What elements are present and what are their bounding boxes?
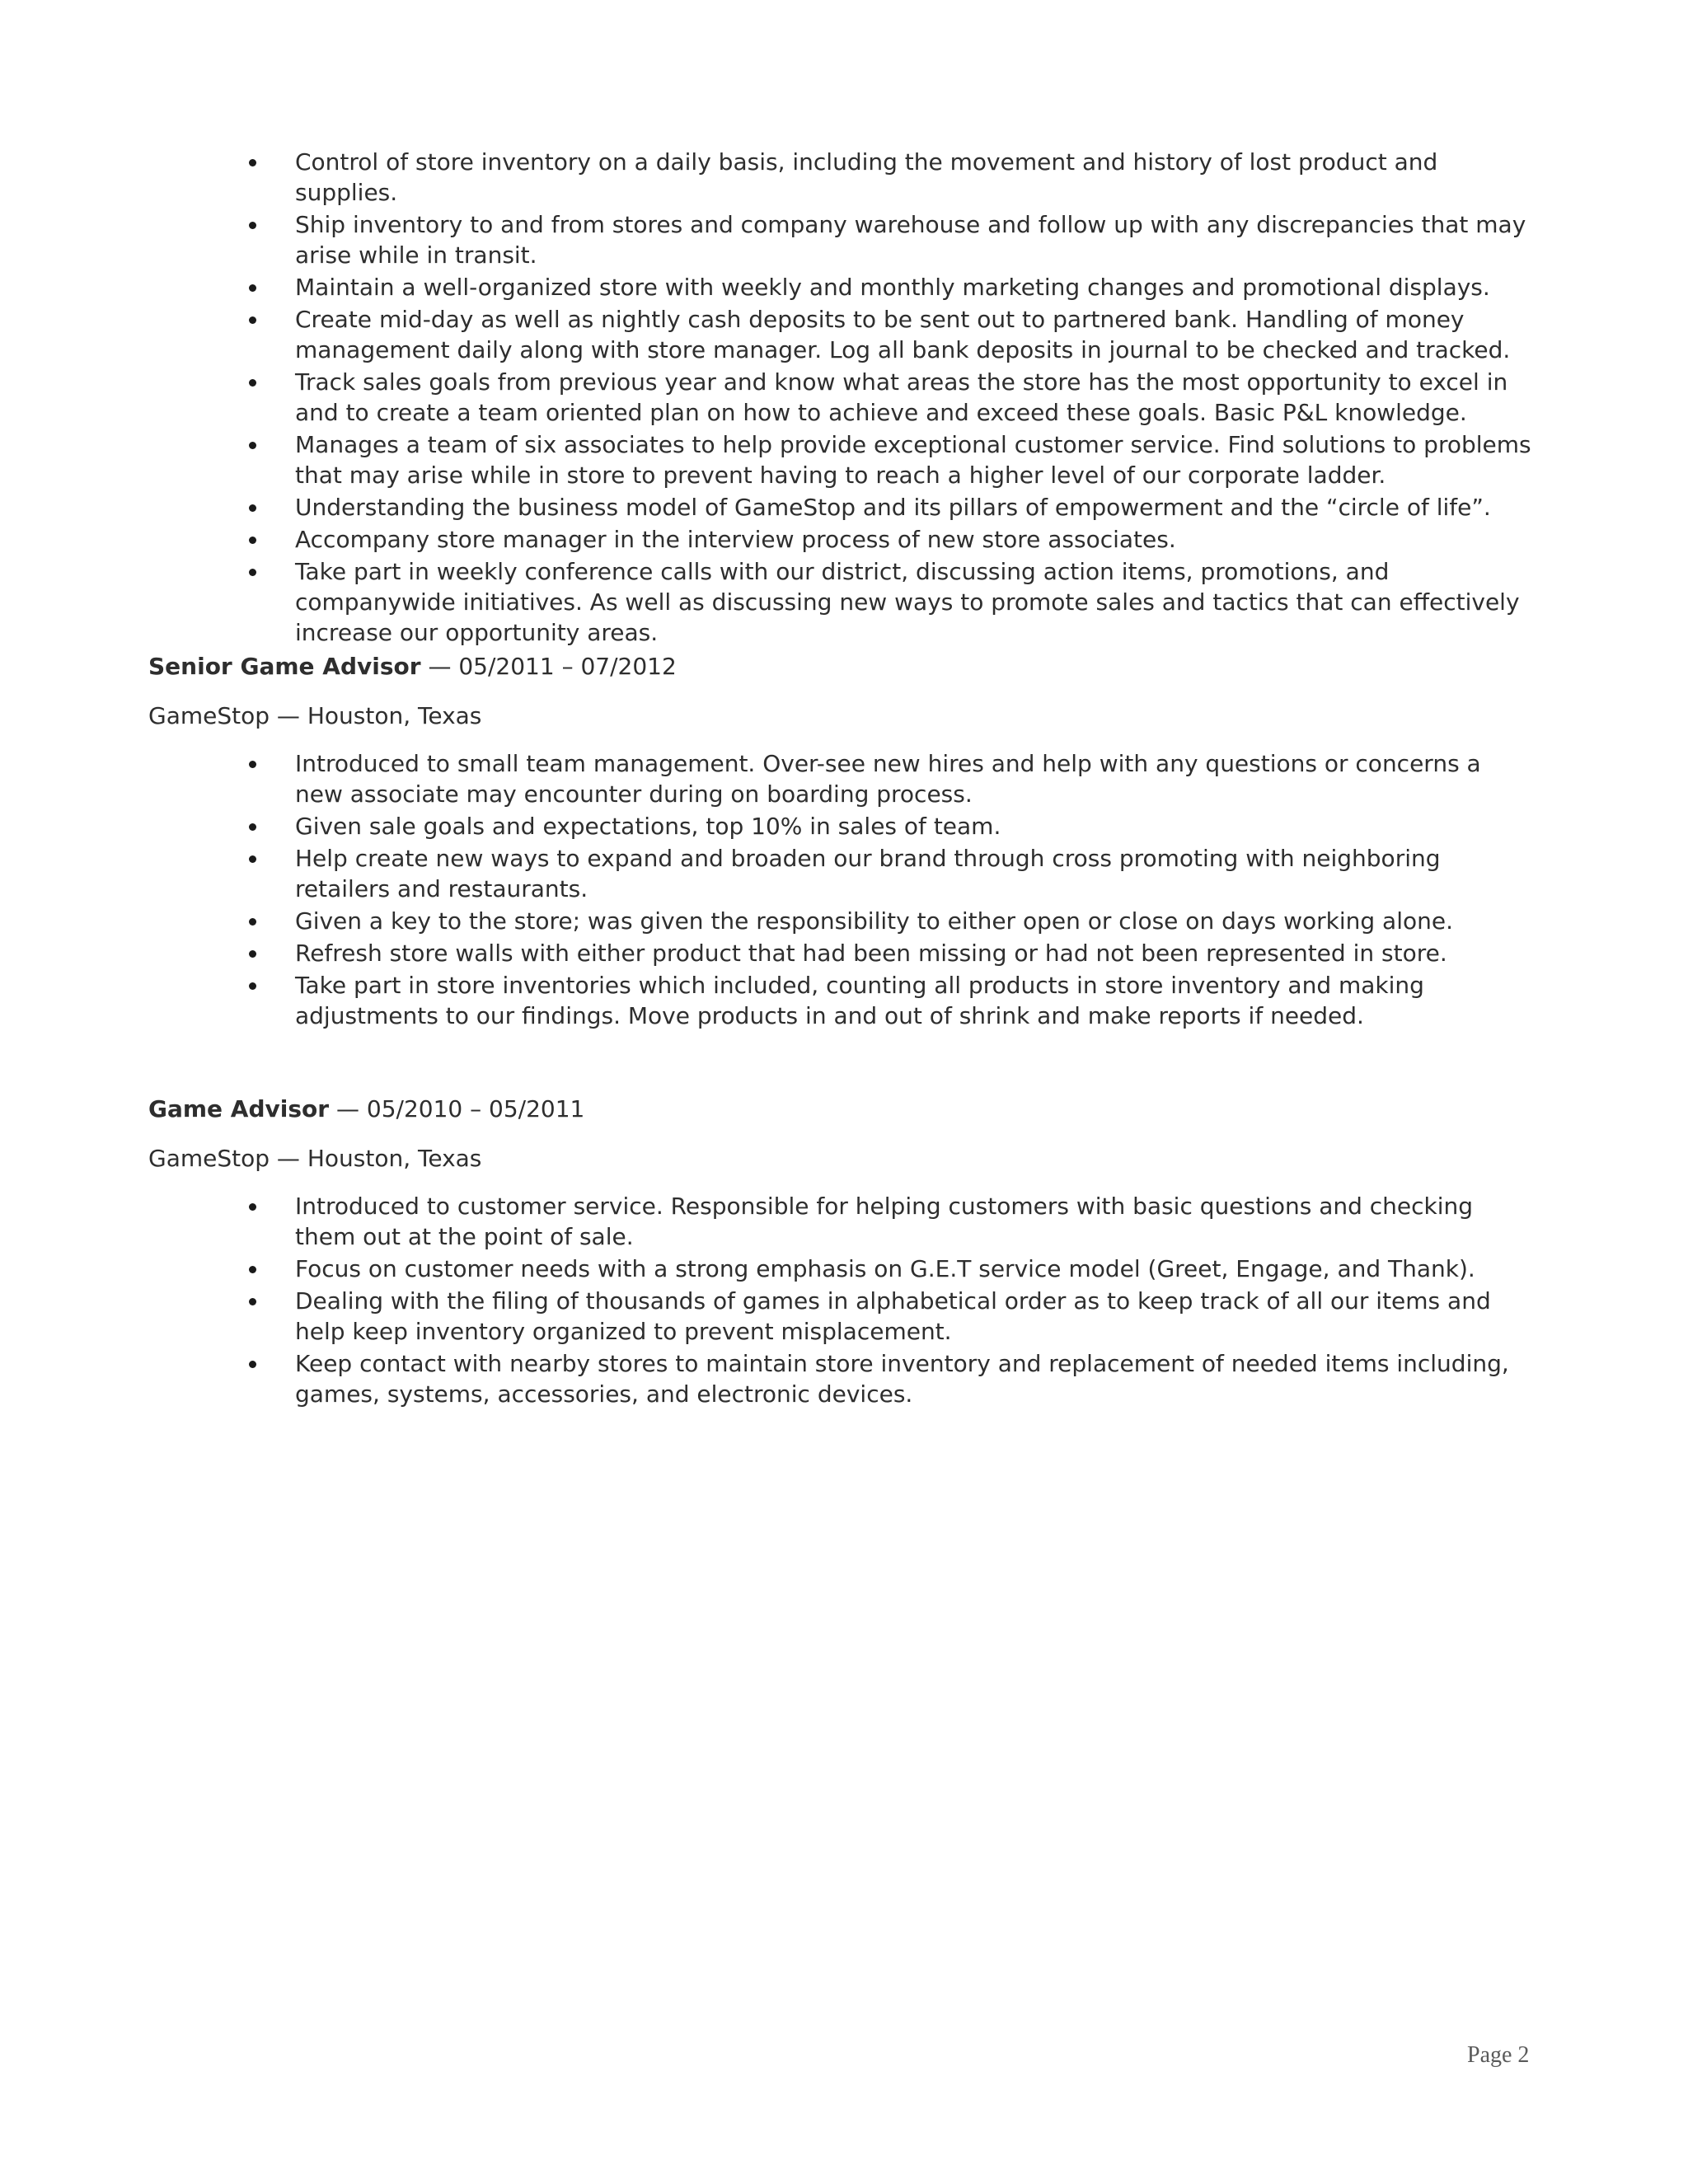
list-item: Control of store inventory on a daily basis, including the movement and history of lost product and supplies.: [148, 147, 1533, 208]
bullet-icon: [249, 918, 256, 926]
list-item: Accompany store manager in the interview process of new store associates.: [148, 524, 1533, 555]
list-item: Help create new ways to expand and broaden our brand through cross promoting with neighboring retailers and restaurants.: [148, 843, 1533, 904]
list-item: Focus on customer needs with a strong emphasis on G.E.T service model (Greet, Engage, and Thank).: [148, 1254, 1533, 1284]
section-spacer: [148, 1033, 1533, 1090]
list-item: Introduced to customer service. Responsible for helping customers with basic questions and checking them out at the point of sale.: [148, 1191, 1533, 1252]
job-heading: [148, 651, 1533, 682]
list-item: Ship inventory to and from stores and company warehouse and follow up with any discrepancies that may arise while in transit.: [148, 209, 1533, 270]
bullet-icon: [249, 569, 256, 576]
bullet-icon: [249, 159, 256, 166]
bullet-icon: [249, 537, 256, 544]
list-item: Dealing with the filing of thousands of games in alphabetical order as to keep track of all our items and help keep inventory organized to prevent misplacement.: [148, 1286, 1533, 1347]
bullet-icon: [249, 855, 256, 863]
job-duties-list: [148, 147, 1533, 648]
bullet-icon: [249, 504, 256, 512]
list-item: Create mid-day as well as nightly cash deposits to be sent out to partnered bank. Handling of money management daily along with store manager. Log all bank deposits in journal to be checked and tracked.: [148, 304, 1533, 365]
job-dates: — 05/2011 – 07/2012: [420, 653, 677, 680]
job-role: Game Advisor: [148, 1095, 330, 1122]
list-item: Keep contact with nearby stores to maintain store inventory and replacement of needed items including, games, systems, accessories, and electronic devices.: [148, 1348, 1533, 1409]
list-item: Manages a team of six associates to help provide exceptional customer service. Find solutions to problems that may arise while in store to prevent having to reach a higher level of our corporate ladder.: [148, 429, 1533, 490]
bullet-icon: [249, 442, 256, 449]
list-item: Understanding the business model of GameStop and its pillars of empowerment and the “circle of life”.: [148, 492, 1533, 523]
bullet-icon: [249, 823, 256, 831]
bullet-icon: [249, 1203, 256, 1211]
resume-page: [148, 147, 1533, 1411]
list-item: Introduced to small team management. Over-see new hires and help with any questions or concerns a new associate may encounter during on boarding process.: [148, 748, 1533, 809]
job-role: Senior Game Advisor: [148, 653, 421, 680]
bullet-icon: [249, 1298, 256, 1305]
list-item: Track sales goals from previous year and know what areas the store has the most opportunity to excel in and to create a team oriented plan on how to achieve and exceed these goals. Basic P&L knowledge.: [148, 367, 1533, 428]
page-number: Page 2: [1467, 2042, 1530, 2068]
bullet-icon: [249, 379, 256, 387]
company-location: GameStop — Houston, Texas: [148, 1145, 482, 1172]
bullet-icon: [249, 950, 256, 958]
bullet-icon: [249, 284, 256, 292]
job-dates: — 05/2010 – 05/2011: [329, 1095, 585, 1122]
list-item: Refresh store walls with either product that had been missing or had not been represented in store.: [148, 938, 1533, 968]
list-item: Given a key to the store; was given the responsibility to either open or close on days working alone.: [148, 906, 1533, 936]
bullet-icon: [249, 316, 256, 324]
job-duties-list: [148, 1191, 1533, 1409]
bullet-icon: [249, 222, 256, 229]
company-location: GameStop — Houston, Texas: [148, 702, 482, 729]
bullet-icon: [249, 761, 256, 768]
bullet-icon: [249, 982, 256, 990]
bullet-icon: [249, 1266, 256, 1273]
list-item: Given sale goals and expectations, top 10% in sales of team.: [148, 811, 1533, 841]
bullet-icon: [249, 1361, 256, 1368]
job-heading: [148, 1094, 1533, 1124]
job-duties-list: [148, 748, 1533, 1031]
list-item: Take part in weekly conference calls with our district, discussing action items, promotions, and companywide initiatives. As well as discussing new ways to promote sales and tactics that can effectively increase our opportunity areas.: [148, 556, 1533, 648]
list-item: Take part in store inventories which included, counting all products in store inventory and making adjustments to our findings. Move products in and out of shrink and make reports if needed.: [148, 970, 1533, 1031]
list-item: Maintain a well-organized store with weekly and monthly marketing changes and promotional displays.: [148, 272, 1533, 302]
